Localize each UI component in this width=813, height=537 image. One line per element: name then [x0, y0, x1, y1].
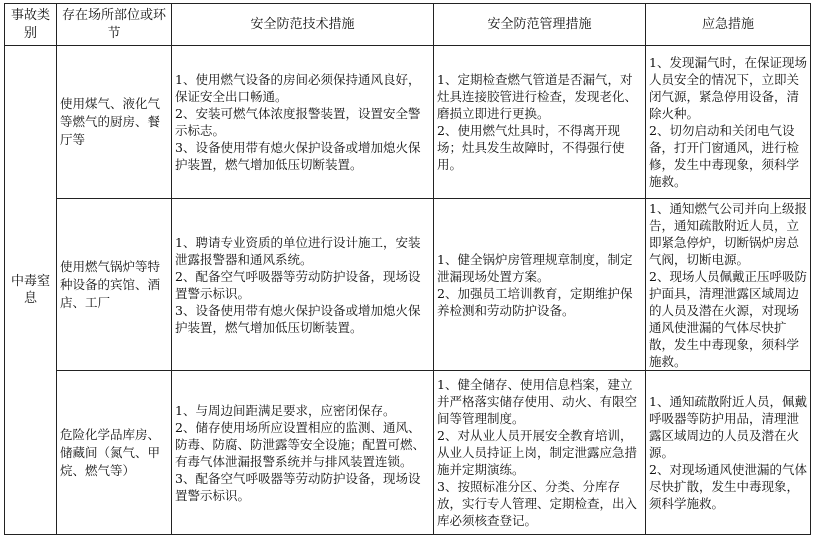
mgmt-item: 1、健全储存、使用信息档案，建立并严格落实储存使用、动火、有限空间等管理制度。: [437, 377, 638, 426]
mgmt-item: 1、定期检查燃气管道是否漏气，对灶具连接胶管进行检查，发现老化、磨损立即进行更换。: [437, 72, 638, 121]
tech-item: 3、设备使用带有熄火保护设备或增加熄火保护装置，燃气增加低压切断装置。: [175, 140, 421, 172]
tech-item: 3、设备使用带有熄火保护设备或增加熄火保护装置，燃气增加低压切断装置。: [175, 302, 421, 335]
table-row: [5, 371, 811, 535]
tech-cell: [172, 199, 434, 371]
emergency-cell: [646, 199, 811, 371]
header-location: 存在场所部位或环节: [57, 4, 172, 46]
tech-item: 2、安装可燃气体浓度报警装置，设置安全警示标志。: [175, 106, 421, 138]
tech-item: 2、配备空气呼吸器等劳动防护设备，现场设置警示标识。: [175, 268, 421, 301]
emergency-item: 2、切勿启动和关闭电气设备，打开门窗通风，进行检修，发生中毒现象，须科学施救。: [649, 123, 800, 189]
location-cell: 使用煤气、液化气等燃气的厨房、餐厅等: [57, 46, 172, 199]
tech-item: 1、聘请专业资质的单位进行设计施工，安装泄露报警器和通风系统。: [175, 234, 421, 267]
tech-cell: [172, 46, 434, 199]
mgmt-cell: [434, 199, 646, 371]
header-emergency: 应急措施: [646, 4, 811, 46]
emergency-item: 1、通知疏散附近人员，佩戴呼吸器等防护用品，清理泄露区域周边的人员及潜在火源。: [649, 394, 807, 460]
mgmt-item: 2、使用燃气灶具时，不得离开现场；灶具发生故障时，不得强行使用。: [437, 123, 625, 172]
header-row: [5, 4, 811, 46]
mgmt-item: 2、加强员工培训教育，定期维护保养检测和劳动防护设备。: [437, 285, 633, 318]
tech-item: 1、与周边间距满足要求，应密闭保存。: [175, 402, 396, 418]
table-row: [5, 46, 811, 199]
header-mgmt: 安全防范管理措施: [434, 4, 646, 46]
location-cell: 危险化学品库房、储藏间（氮气、甲烷、燃气等）: [57, 371, 172, 535]
mgmt-item: 2、对从业人员开展安全教育培训，从业人员持证上岗，制定泄露应急措施并定期演练。: [437, 428, 638, 477]
emergency-cell: [646, 46, 811, 199]
table-row: [5, 199, 811, 371]
header-category: 事故类别: [5, 4, 57, 46]
category-cell: 中毒窒息: [5, 46, 57, 535]
location-cell: 使用燃气锅炉等特种设备的宾馆、酒店、工厂: [57, 199, 172, 371]
mgmt-item: 3、按照标准分区、分类、分库存放，实行专人管理、定期检查，出入库必须核查登记。: [437, 479, 638, 528]
tech-item: 2、储存使用场所应设置相应的监测、通风、防毒、防腐、防泄露等安全设施；配置可燃、有毒气体泄漏报警系统并与排风装置连锁。: [175, 419, 426, 469]
tech-cell: [172, 371, 434, 535]
mgmt-cell: [434, 371, 646, 535]
emergency-item: 1、通知燃气公司并向上级报告，通知疏散附近人员，立即紧急停炉，切断锅炉房总气阀，切断电源。: [649, 200, 807, 267]
tech-item: 1、使用燃气设备的房间必须保持通风良好，保证安全出口畅通。: [175, 72, 421, 104]
header-tech: 安全防范技术措施: [172, 4, 434, 46]
emergency-item: 1、发现漏气时，在保证现场人员安全的情况下，立即关闭气源，紧急停用设备，清除火种。: [649, 55, 807, 121]
mgmt-cell: [434, 46, 646, 199]
tech-item: 3、配备空气呼吸器等劳动防护设备，现场设置警示标识。: [175, 470, 421, 503]
emergency-item: 2、现场人员佩戴正压呼吸防护面具，清理泄露区域周边的人员及潜在火源，对现场通风使泄漏的气体尽快扩散，发生中毒现象，须科学施救。: [649, 268, 807, 369]
emergency-item: 2、对现场通风使泄漏的气体尽快扩散，发生中毒现象，须科学施救。: [649, 462, 807, 511]
mgmt-item: 1、健全锅炉房管理规章制度，制定泄漏现场处置方案。: [437, 251, 633, 284]
safety-measures-table: [4, 3, 811, 535]
emergency-cell: [646, 371, 811, 535]
